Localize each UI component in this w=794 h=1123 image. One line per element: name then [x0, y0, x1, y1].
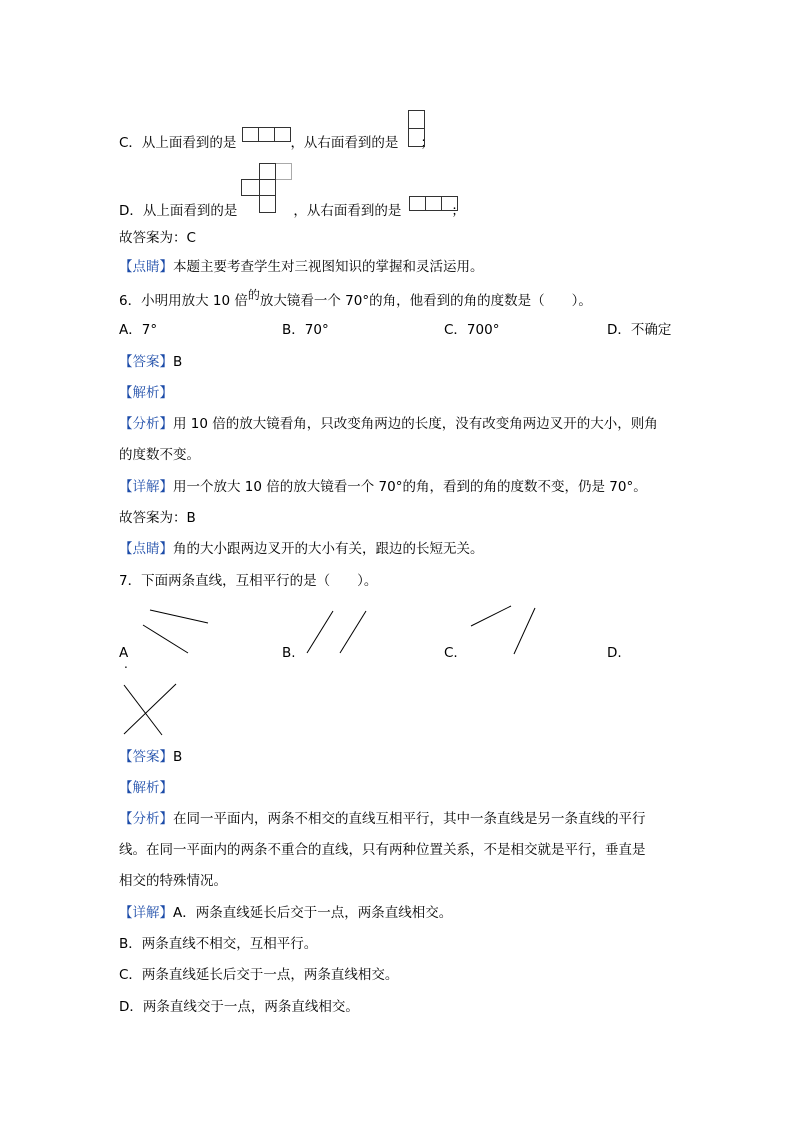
q7-fenxi-line1 — [119, 809, 646, 829]
q7-xiangjie-b: B．两条直线不相交，互相平行。 — [119, 936, 318, 952]
q5-dianjing-text: 本题主要考查学生对三视图知识的掌握和灵活运用。 — [173, 259, 484, 275]
xiangjie-tag: 【详解】 — [119, 905, 173, 921]
q7-label-a-dot: . — [124, 657, 128, 671]
q6-option-d: D．不确定 — [607, 322, 672, 338]
q5-dianjing — [119, 257, 484, 277]
dianjing-tag: 【点睛】 — [119, 541, 173, 557]
q6-answer-value: B — [173, 354, 183, 370]
fenxi-tag: 【分析】 — [119, 811, 173, 827]
q7-jiexi-tag: 【解析】 — [119, 780, 173, 796]
q6-stem — [119, 288, 592, 311]
answer-tag: 【答案】 — [119, 749, 173, 765]
q5-answer: 故答案为：C — [119, 230, 196, 246]
q6-answer — [119, 352, 182, 372]
q6-xiangjie — [119, 477, 647, 497]
q7-label-d: D. — [607, 645, 622, 661]
q7-figure-c — [469, 604, 539, 656]
option-c-middle: ，从右面看到的是 — [290, 135, 399, 151]
q7-label-b: B. — [282, 645, 296, 661]
q6-stem-small: 的 — [247, 288, 260, 302]
option-d-suffix: ； — [451, 203, 465, 219]
option-d-middle: ，从右面看到的是 — [293, 203, 402, 219]
q6-xiangjie-text: 用一个放大 10 倍的放大镜看一个 70°的角，看到的角的度数不变，仍是 70°。 — [173, 479, 647, 495]
q6-fenxi-line2: 的度数不变。 — [119, 447, 200, 463]
answer-tag: 【答案】 — [119, 354, 173, 370]
d-right-view-figure — [409, 196, 459, 212]
q7-label-a: A — [119, 645, 129, 661]
option-c-prefix: C．从上面看到的是 — [119, 135, 237, 151]
q6-option-a: A．7° — [119, 322, 158, 338]
q6-dianjing — [119, 539, 484, 559]
q6-option-b: B．70° — [282, 322, 329, 338]
dianjing-tag: 【点睛】 — [119, 259, 173, 275]
q7-label-c: C. — [444, 645, 458, 661]
q7-figure-a — [140, 608, 212, 658]
q6-fenxi-text1: 用 10 倍的放大镜看角，只改变角两边的长度，没有改变角两边叉开的大小，则角 — [173, 416, 658, 432]
q6-fenxi-line1 — [119, 414, 658, 434]
q6-jiexi-tag: 【解析】 — [119, 385, 173, 401]
q7-answer — [119, 747, 182, 767]
q7-figure-b — [305, 609, 369, 657]
option-d-prefix: D．从上面看到的是 — [119, 203, 238, 219]
q7-figure-d — [122, 683, 178, 737]
q7-answer-value: B — [173, 749, 183, 765]
q6-stem-a: 6．小明用放大 10 倍 — [119, 293, 248, 309]
q7-fenxi-line3: 相交的特殊情况。 — [119, 873, 227, 889]
q6-dianjing-text: 角的大小跟两边叉开的大小有关，跟边的长短无关。 — [173, 541, 484, 557]
xiangjie-tag: 【详解】 — [119, 479, 173, 495]
q7-xiangjie-a-text: A．两条直线延长后交于一点，两条直线相交。 — [173, 905, 453, 921]
q7-xiangjie-a — [119, 903, 452, 923]
option-c-suffix: ； — [420, 135, 434, 151]
q7-xiangjie-c: C．两条直线延长后交于一点，两条直线相交。 — [119, 967, 399, 983]
q6-guda: 故答案为：B — [119, 510, 196, 526]
q6-option-c: C．700° — [444, 322, 500, 338]
q7-fenxi-text1: 在同一平面内，两条不相交的直线互相平行，其中一条直线是另一条直线的平行 — [173, 811, 646, 827]
q6-stem-b: 放大镜看一个 70°的角，他看到的角的度数是（ ）。 — [259, 293, 592, 309]
c-top-view-figure — [242, 127, 292, 143]
c-right-view-figure — [408, 110, 426, 148]
fenxi-tag: 【分析】 — [119, 416, 173, 432]
q7-stem: 7．下面两条直线，互相平行的是（ ）。 — [119, 573, 378, 589]
d-top-view-figure — [241, 163, 295, 215]
q7-fenxi-line2: 线。在同一平面内的两条不重合的直线，只有两种位置关系，不是相交就是平行，垂直是 — [119, 842, 646, 858]
q7-xiangjie-d: D．两条直线交于一点，两条直线相交。 — [119, 999, 359, 1015]
